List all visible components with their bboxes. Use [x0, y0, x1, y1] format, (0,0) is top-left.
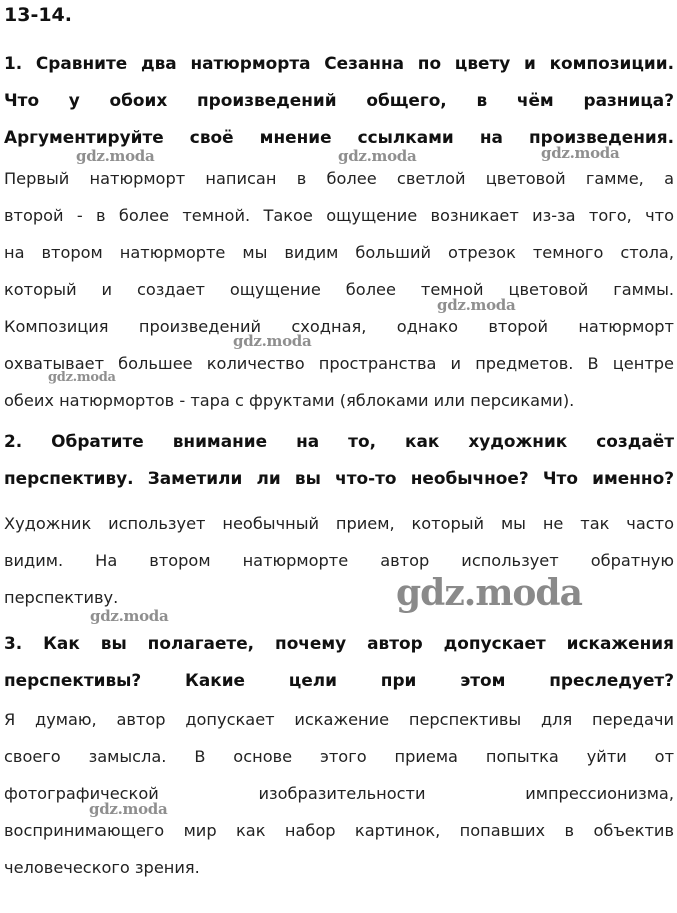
answer-2-line: Художник использует необычный прием, который мы не так часто	[4, 514, 674, 533]
question-1-line: 1. Сравните два натюрморта Сезанна по цвету и композиции.	[4, 53, 674, 73]
question-1-line: Что у обоих произведений общего, в чём разница?	[4, 90, 674, 110]
answer-1-line: второй - в более темной. Такое ощущение возникает из-за того, что	[4, 206, 674, 225]
answer-1-line: обеих натюрмортов - тара с фруктами (яблоками или персиками).	[4, 391, 575, 410]
answer-3-line: Я думаю, автор допускает искажение перспективы для передачи	[4, 710, 674, 729]
answer-3-line: своего замысла. В основе этого приема попытка уйти от	[4, 747, 674, 766]
watermark: gdz.moda	[90, 607, 169, 625]
watermark-large: gdz.moda	[396, 572, 582, 614]
answer-1-line: Первый натюрморт написан в более светлой цветовой гамме, а	[4, 169, 674, 188]
watermark: gdz.moda	[338, 147, 417, 165]
answer-3	[4, 701, 674, 886]
answer-1-line: Композиция произведений сходная, однако второй натюрморт	[4, 317, 674, 336]
page-title: 13-14.	[4, 4, 72, 26]
question-2	[4, 423, 674, 497]
question-3-line: 3. Как вы полагаете, почему автор допускает искажения	[4, 633, 674, 653]
watermark: gdz.moda	[233, 332, 312, 350]
watermark: gdz.moda	[437, 296, 516, 314]
answer-1-line: охватывает большее количество пространства и предметов. В центре	[4, 354, 674, 373]
question-3	[4, 625, 674, 699]
question-2-line: 2. Обратите внимание на то, как художник создаёт	[4, 431, 674, 451]
answer-1-line: на втором натюрморте мы видим больший отрезок темного стола,	[4, 243, 674, 262]
question-1-line: Аргументируйте своё мнение ссылками на произведения.	[4, 127, 674, 147]
answer-2-line: видим. На втором натюрморте автор использует обратную	[4, 551, 674, 570]
answer-2-line: перспективу.	[4, 588, 119, 607]
watermark: gdz.moda	[541, 144, 620, 162]
answer-3-line: воспринимающего мир как набор картинок, попавших в объектив	[4, 821, 674, 840]
question-1	[4, 45, 674, 156]
answer-3-line: фотографической изобразительности импрессионизма,	[4, 784, 674, 803]
watermark: gdz.moda	[89, 800, 168, 818]
answer-3-line: человеческого зрения.	[4, 858, 200, 877]
watermark: gdz.moda	[76, 147, 155, 165]
question-2-line: перспективу. Заметили ли вы что-то необычное? Что именно?	[4, 468, 674, 488]
answer-1-line: который и создает ощущение более темной цветовой гаммы.	[4, 280, 674, 299]
watermark: gdz.moda	[48, 370, 116, 385]
question-3-line: перспективы? Какие цели при этом преследует?	[4, 670, 674, 690]
